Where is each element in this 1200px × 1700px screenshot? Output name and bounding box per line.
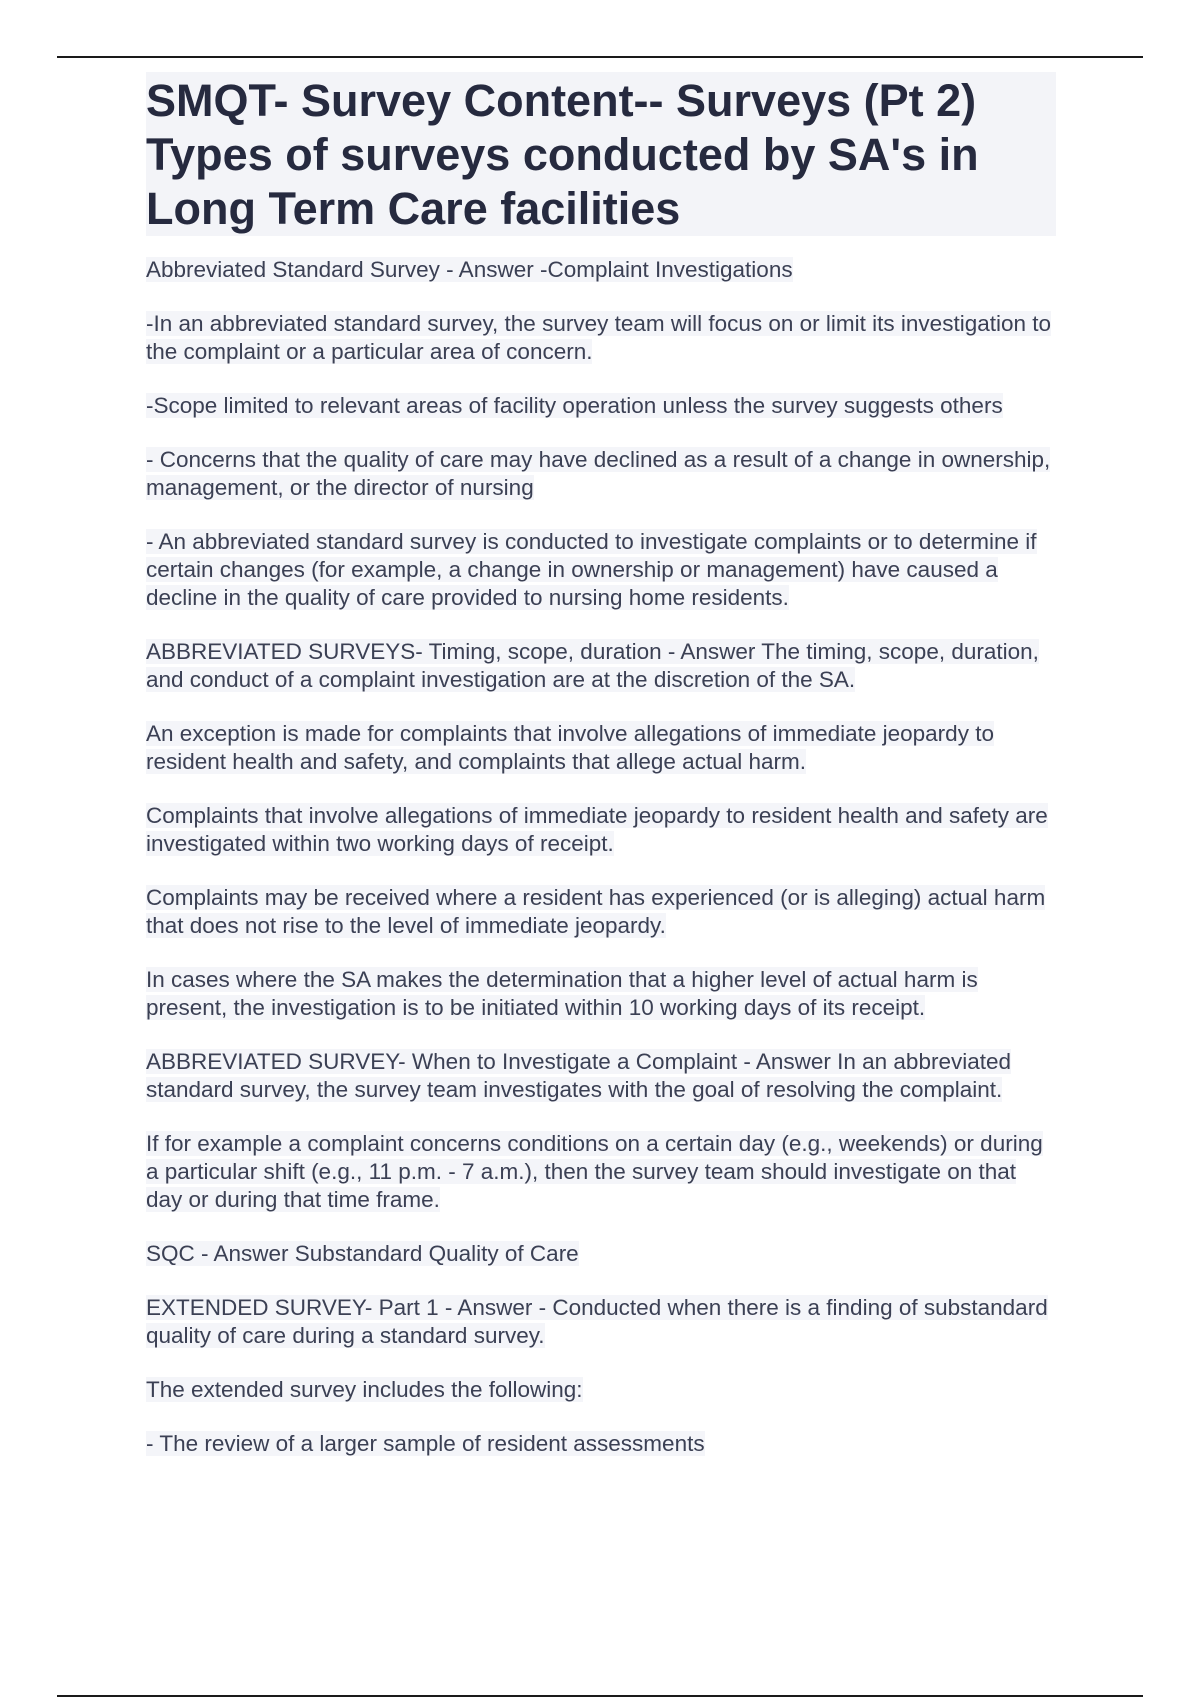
paragraph-text: - Concerns that the quality of care may have declined as a result of a change in ownership, management, or the director of nursing [146,447,1051,500]
paragraph [146,1130,1056,1214]
paragraph [146,802,1056,858]
paragraph-text: An exception is made for complaints that involve allegations of immediate jeopardy to resident health and safety, and complaints that allege actual harm. [146,721,994,774]
document-title: SMQT- Survey Content-- Surveys (Pt 2) Types of surveys conducted by SA's in Long Term Care facilities [146,72,1056,236]
paragraph [146,446,1056,502]
paragraph-text: - An abbreviated standard survey is conducted to investigate complaints or to determine if certain changes (for example, a change in ownership or management) have caused a decline in the quality of care provided to nursing home residents. [146,529,1037,610]
paragraph-text: In cases where the SA makes the determination that a higher level of actual harm is present, the investigation is to be initiated within 10 working days of its receipt. [146,967,978,1020]
paragraph-text: ABBREVIATED SURVEYS- Timing, scope, duration - Answer The timing, scope, duration, and conduct of a complaint investigation are at the discretion of the SA. [146,639,1039,692]
document-page [146,72,1056,1484]
paragraph [146,638,1056,694]
paragraph [146,1048,1056,1104]
paragraph-text: ABBREVIATED SURVEY- When to Investigate a Complaint - Answer In an abbreviated standard survey, the survey team investigates with the goal of resolving the complaint. [146,1049,1012,1102]
paragraph-text: If for example a complaint concerns conditions on a certain day (e.g., weekends) or during a particular shift (e.g., 11 p.m. - 7 a.m.), then the survey team should investigate on that day or during that time frame. [146,1131,1043,1212]
paragraph [146,392,1056,420]
bottom-divider [57,1695,1143,1697]
paragraph-text: - The review of a larger sample of resident assessments [146,1431,705,1456]
paragraph-text: Abbreviated Standard Survey - Answer -Complaint Investigations [146,257,793,282]
paragraph [146,1376,1056,1404]
paragraph-text: -Scope limited to relevant areas of facility operation unless the survey suggests others [146,393,1003,418]
top-divider [57,56,1143,58]
paragraph [146,1240,1056,1268]
paragraph [146,310,1056,366]
document-body [146,256,1056,1458]
paragraph-text: Complaints that involve allegations of immediate jeopardy to resident health and safety are investigated within two working days of receipt. [146,803,1048,856]
paragraph [146,528,1056,612]
paragraph [146,1430,1056,1458]
paragraph [146,966,1056,1022]
paragraph-text: The extended survey includes the following: [146,1377,583,1402]
paragraph-text: EXTENDED SURVEY- Part 1 - Answer - Conducted when there is a finding of substandard quality of care during a standard survey. [146,1295,1048,1348]
paragraph-text: Complaints may be received where a resident has experienced (or is alleging) actual harm that does not rise to the level of immediate jeopardy. [146,885,1046,938]
paragraph [146,1294,1056,1350]
paragraph [146,256,1056,284]
paragraph [146,884,1056,940]
paragraph [146,720,1056,776]
paragraph-text: -In an abbreviated standard survey, the survey team will focus on or limit its investigation to the complaint or a particular area of concern. [146,311,1052,364]
paragraph-text: SQC - Answer Substandard Quality of Care [146,1241,579,1266]
